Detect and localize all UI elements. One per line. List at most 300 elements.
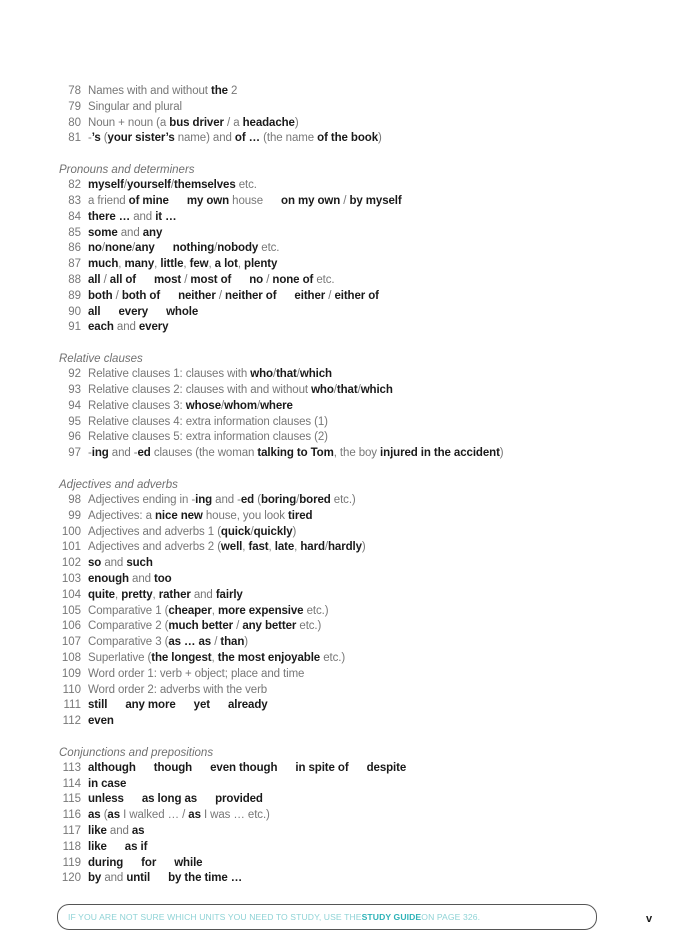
unit-entry[interactable] <box>59 383 659 399</box>
title-text: / <box>324 541 328 554</box>
keyword: both of <box>121 289 161 302</box>
unit-entry[interactable] <box>59 856 659 872</box>
title-text: Adjectives ending in - <box>88 493 196 506</box>
unit-entry[interactable] <box>59 714 659 730</box>
title-text: / <box>214 242 218 255</box>
keyword: for <box>141 856 157 869</box>
keyword: your sister’s <box>107 132 175 145</box>
keyword: yourself <box>126 179 171 192</box>
unit-title <box>81 761 406 777</box>
unit-title <box>81 367 332 383</box>
title-text: , <box>118 258 125 271</box>
title-text: Names with and without <box>88 85 211 97</box>
keyword: the most enjoyable <box>217 651 321 664</box>
title-text: ( <box>254 493 261 506</box>
title-text: , <box>211 651 218 664</box>
keyword: nice new <box>155 509 203 522</box>
keyword: it … <box>155 210 177 223</box>
keyword: so <box>88 557 102 570</box>
unit-title <box>81 399 293 415</box>
unit-number: 109 <box>61 667 81 680</box>
unit-entry[interactable] <box>59 257 659 273</box>
unit-title <box>81 289 379 305</box>
unit-entry[interactable] <box>59 305 659 321</box>
title-text: etc.) <box>330 493 356 506</box>
keyword: as <box>188 809 201 822</box>
unit-title <box>81 525 296 541</box>
unit-title <box>81 667 304 683</box>
unit-number: 104 <box>61 588 81 601</box>
unit-title <box>81 777 126 793</box>
unit-title <box>81 871 242 887</box>
keyword: headache <box>242 116 295 129</box>
unit-number: 88 <box>68 273 81 286</box>
title-text: Adjectives: a <box>88 509 155 522</box>
keyword: fast <box>248 541 269 554</box>
keyword: quickly <box>253 525 293 538</box>
title-text: and <box>101 557 127 570</box>
footer-text-before: IF YOU ARE NOT SURE WHICH UNITS YOU NEED TO STUDY, USE THE <box>68 912 362 922</box>
unit-number: 82 <box>68 179 81 192</box>
unit-entry[interactable] <box>59 635 659 651</box>
keyword: in spite of <box>295 761 349 774</box>
title-text: and <box>113 321 139 334</box>
unit-entry[interactable] <box>59 761 659 777</box>
unit-title <box>81 635 248 651</box>
title-text: ) <box>244 636 248 649</box>
keyword: as … as <box>168 636 212 649</box>
unit-number: 96 <box>68 431 81 444</box>
keyword: none of <box>272 273 314 286</box>
keyword: little <box>160 258 184 271</box>
unit-number: 103 <box>61 572 81 585</box>
title-text: / <box>296 368 300 381</box>
title-text: Singular and plural <box>88 100 182 113</box>
title-text: - <box>88 132 92 145</box>
study-guide-note <box>57 904 597 930</box>
unit-number: 84 <box>68 210 81 223</box>
keyword: both <box>88 289 113 302</box>
unit-entry[interactable] <box>59 84 659 100</box>
keyword: the <box>210 85 228 97</box>
title-text: Relative clauses 4: extra information clauses (1) <box>88 415 328 428</box>
unit-number: 119 <box>62 856 81 869</box>
section-heading: Adjectives and adverbs <box>59 478 178 491</box>
title-text: Adjectives and adverbs 2 ( <box>88 541 221 554</box>
title-text: Relative clauses 5: extra information clauses (2) <box>88 431 328 444</box>
unit-number: 107 <box>61 636 81 649</box>
keyword: no <box>88 242 102 255</box>
unit-title <box>81 194 402 210</box>
title-text: Superlative ( <box>88 651 152 664</box>
unit-entry[interactable] <box>59 289 659 305</box>
keyword: while <box>174 856 203 869</box>
section-heading: Relative clauses <box>59 353 143 366</box>
keyword: many <box>124 258 155 271</box>
keyword: nobody <box>217 242 259 255</box>
title-text: / <box>123 179 127 192</box>
unit-number: 116 <box>62 809 81 822</box>
keyword: ing <box>195 493 213 506</box>
unit-number: 117 <box>62 825 81 838</box>
keyword: ed <box>240 493 255 506</box>
title-text: / <box>296 493 300 506</box>
unit-number: 80 <box>68 116 81 129</box>
unit-title <box>81 572 172 588</box>
title-text: and <box>117 226 143 239</box>
unit-entry[interactable] <box>59 131 659 147</box>
unit-entry[interactable] <box>59 226 659 242</box>
keyword: themselves <box>174 179 236 192</box>
title-text: ) <box>378 132 382 145</box>
unit-number: 115 <box>62 793 81 806</box>
unit-title <box>81 84 237 100</box>
unit-title <box>81 320 168 336</box>
title-text: ( <box>100 809 108 822</box>
title-text: / <box>170 179 174 192</box>
title-text: / <box>333 383 337 396</box>
section-heading: Conjunctions and prepositions <box>59 746 214 759</box>
title-text: , <box>183 258 190 271</box>
unit-entry[interactable] <box>59 116 659 132</box>
keyword: even though <box>210 761 278 774</box>
keyword: fairly <box>215 588 243 601</box>
keyword: my own <box>186 194 230 207</box>
unit-entry[interactable] <box>59 698 659 714</box>
unit-number: 97 <box>68 447 81 460</box>
keyword: some <box>88 226 118 239</box>
unit-title <box>81 604 328 620</box>
unit-number: 78 <box>68 85 81 97</box>
keyword: enough <box>88 572 129 585</box>
keyword: well <box>220 541 243 554</box>
unit-number: 93 <box>68 383 81 396</box>
keyword: more expensive <box>217 604 304 617</box>
title-text: ( <box>100 132 108 145</box>
title-text: / <box>215 289 226 302</box>
unit-title <box>81 210 177 226</box>
title-text: Comparative 2 ( <box>88 620 169 633</box>
keyword: until <box>126 872 151 885</box>
unit-entry[interactable] <box>59 572 659 588</box>
title-text: Relative clauses 2: clauses with and without <box>88 383 312 396</box>
title-text: Comparative 1 ( <box>88 604 169 617</box>
title-text: / <box>132 242 136 255</box>
title-text: Comparative 3 ( <box>88 636 169 649</box>
unit-entry[interactable] <box>59 399 659 415</box>
unit-title <box>81 257 277 273</box>
keyword: any better <box>242 620 297 633</box>
title-text: , <box>211 604 218 617</box>
unit-entry[interactable] <box>59 792 659 808</box>
unit-title <box>81 714 114 730</box>
title-text: etc.) <box>296 620 322 633</box>
unit-title <box>81 808 270 824</box>
keyword: quick <box>220 525 251 538</box>
title-text: / <box>101 242 105 255</box>
keyword: whom <box>224 399 257 412</box>
unit-title <box>81 824 144 840</box>
unit-number: 101 <box>61 541 81 554</box>
title-text: 2 <box>227 85 238 97</box>
unit-number: 89 <box>68 289 81 302</box>
keyword: by myself <box>349 194 402 207</box>
keyword: all of <box>109 273 137 286</box>
keyword: that <box>336 383 358 396</box>
unit-entry[interactable] <box>59 446 659 462</box>
unit-number: 99 <box>68 509 81 522</box>
keyword: a lot <box>214 258 238 271</box>
unit-entry[interactable] <box>59 194 659 210</box>
unit-title <box>81 698 268 714</box>
unit-entry[interactable] <box>59 777 659 793</box>
title-text: Relative clauses 3: <box>88 399 186 412</box>
title-text: , <box>114 588 122 601</box>
unit-entry[interactable] <box>59 415 659 431</box>
keyword: yet <box>193 699 210 712</box>
keyword: few <box>189 258 209 271</box>
unit-number: 86 <box>68 242 81 255</box>
keyword: plenty <box>244 258 278 271</box>
unit-number: 87 <box>68 258 81 271</box>
unit-number: 113 <box>62 761 81 774</box>
title-text: I walked … / <box>120 809 189 822</box>
keyword: hardly <box>328 541 362 554</box>
keyword: on my own <box>281 194 341 207</box>
keyword: any more <box>125 699 176 712</box>
title-text: / <box>357 383 361 396</box>
title-text: , <box>152 588 159 601</box>
keyword: most <box>154 273 182 286</box>
keyword: myself <box>88 179 124 192</box>
unit-entry[interactable] <box>59 493 659 509</box>
unit-title <box>81 556 153 572</box>
keyword: bored <box>299 493 331 506</box>
unit-entry[interactable] <box>59 210 659 226</box>
title-text: etc.) <box>303 604 329 617</box>
unit-title <box>81 856 202 872</box>
unit-title <box>81 383 393 399</box>
title-text: / <box>325 289 335 302</box>
unit-title <box>81 273 334 289</box>
keyword: during <box>88 856 124 869</box>
title-text: a friend <box>88 194 129 207</box>
keyword: each <box>88 321 114 334</box>
unit-entry[interactable] <box>59 808 659 824</box>
keyword: there … <box>88 210 131 223</box>
unit-entry[interactable] <box>59 667 659 683</box>
keyword: who <box>250 368 273 381</box>
unit-entry[interactable] <box>59 683 659 699</box>
unit-entry[interactable] <box>59 651 659 667</box>
keyword: like <box>88 825 107 838</box>
title-text: Word order 1: verb + object; place and time <box>88 667 305 680</box>
unit-title <box>81 226 162 242</box>
unit-number: 92 <box>68 368 81 381</box>
title-text: Adjectives and adverbs 1 ( <box>88 525 221 538</box>
title-text: / <box>211 636 221 649</box>
title-text: etc. <box>313 273 335 286</box>
unit-title <box>81 588 243 604</box>
title-text: and - <box>212 493 241 506</box>
title-text: and - <box>108 447 138 460</box>
title-text: / <box>233 620 243 633</box>
unit-number: 83 <box>68 194 81 207</box>
title-text: and <box>190 588 216 601</box>
unit-title <box>81 840 147 856</box>
title-text: and <box>130 210 156 223</box>
unit-title <box>81 493 356 509</box>
title-text: Word order 2: adverbs with the verb <box>88 683 268 696</box>
keyword: neither of <box>225 289 277 302</box>
title-text: / <box>263 273 273 286</box>
title-text: , <box>268 541 275 554</box>
title-text: - <box>88 447 92 460</box>
unit-entry[interactable] <box>59 871 659 887</box>
title-text: / <box>112 289 122 302</box>
study-guide-link[interactable]: STUDY GUIDE <box>361 912 422 922</box>
unit-number: 114 <box>62 777 81 790</box>
title-text: / <box>250 525 254 538</box>
keyword: whose <box>185 399 222 412</box>
unit-number: 79 <box>68 100 81 113</box>
keyword: even <box>88 715 114 728</box>
unit-number: 110 <box>62 683 81 696</box>
title-text: , <box>294 541 301 554</box>
unit-entry[interactable] <box>59 509 659 525</box>
title-text: / <box>100 273 110 286</box>
keyword: all <box>88 305 101 318</box>
unit-number: 95 <box>68 415 81 428</box>
page-number: v <box>646 913 653 925</box>
unit-entry[interactable] <box>59 540 659 556</box>
unit-number: 98 <box>68 493 81 506</box>
unit-entry[interactable] <box>59 840 659 856</box>
title-text: Noun + noun (a <box>88 116 170 129</box>
keyword: like <box>88 840 107 853</box>
unit-entry[interactable] <box>59 241 659 257</box>
title-text: , the boy <box>333 447 381 460</box>
keyword: ing <box>91 447 109 460</box>
keyword: no <box>249 273 264 286</box>
unit-entry[interactable] <box>59 525 659 541</box>
unit-entry[interactable] <box>59 824 659 840</box>
unit-entry[interactable] <box>59 178 659 194</box>
keyword: none <box>104 242 133 255</box>
keyword: already <box>227 699 268 712</box>
keyword: of the book <box>317 132 379 145</box>
keyword: provided <box>215 793 263 806</box>
keyword: of mine <box>128 194 169 207</box>
title-text: name) and <box>174 132 235 145</box>
unit-title <box>81 178 257 194</box>
title-text: ) <box>361 541 366 554</box>
keyword: neither <box>178 289 216 302</box>
keyword: either of <box>334 289 379 302</box>
keyword: by <box>88 872 102 885</box>
unit-number: 118 <box>62 840 81 853</box>
keyword: as <box>88 809 101 822</box>
keyword: nothing <box>172 242 215 255</box>
unit-entry[interactable] <box>59 100 659 116</box>
title-text: ) <box>499 447 504 460</box>
unit-title <box>81 241 279 257</box>
section-heading: Pronouns and determiners <box>59 164 195 177</box>
unit-entry[interactable] <box>59 588 659 604</box>
title-text: , <box>208 258 215 271</box>
unit-entry[interactable] <box>59 320 659 336</box>
keyword: which <box>360 383 393 396</box>
title-text: / <box>340 194 350 207</box>
unit-title <box>81 651 345 667</box>
title-text: , <box>237 258 245 271</box>
keyword: the longest <box>151 651 212 664</box>
title-text: (the name <box>260 132 318 145</box>
keyword: as <box>131 825 145 838</box>
title-text: / a <box>223 116 243 129</box>
title-text: and <box>128 572 154 585</box>
unit-entry[interactable] <box>59 367 659 383</box>
keyword: ed <box>137 447 151 460</box>
keyword: which <box>299 368 332 381</box>
keyword: too <box>154 572 172 585</box>
title-text: ) <box>294 116 299 129</box>
unit-title <box>81 792 263 808</box>
unit-entry[interactable] <box>59 273 659 289</box>
keyword: such <box>126 557 153 570</box>
keyword: in case <box>88 777 127 790</box>
keyword: hard <box>300 541 325 554</box>
keyword: all <box>88 273 101 286</box>
unit-number: 100 <box>61 525 81 538</box>
title-text: / <box>272 368 277 381</box>
keyword: quite <box>88 588 115 601</box>
unit-number: 102 <box>61 557 81 570</box>
unit-number: 111 <box>63 699 81 712</box>
keyword: that <box>276 368 297 381</box>
keyword: than <box>220 636 245 649</box>
unit-number: 81 <box>68 132 81 145</box>
title-text: and <box>101 872 127 885</box>
unit-number: 85 <box>68 226 81 239</box>
unit-number: 90 <box>68 305 81 318</box>
unit-title <box>81 100 182 116</box>
title-text: clauses (the woman <box>150 447 258 460</box>
unit-number: 112 <box>62 715 81 728</box>
unit-entry[interactable] <box>59 619 659 635</box>
title-text: house <box>229 194 264 207</box>
contents-list <box>59 84 659 887</box>
title-text: , <box>154 258 161 271</box>
keyword: by the time … <box>168 872 243 885</box>
unit-number: 120 <box>61 872 81 885</box>
unit-entry[interactable] <box>59 556 659 572</box>
keyword: any <box>135 242 155 255</box>
unit-number: 105 <box>61 604 81 617</box>
unit-entry[interactable] <box>59 604 659 620</box>
unit-title <box>81 446 504 462</box>
keyword: rather <box>158 588 191 601</box>
keyword: whole <box>166 305 199 318</box>
keyword: as long as <box>141 793 198 806</box>
keyword: who <box>311 383 334 396</box>
unit-title <box>81 116 299 132</box>
keyword: every <box>138 321 169 334</box>
unit-entry[interactable] <box>59 430 659 446</box>
unit-title <box>81 430 328 446</box>
keyword: boring <box>260 493 297 506</box>
keyword: although <box>88 761 136 774</box>
